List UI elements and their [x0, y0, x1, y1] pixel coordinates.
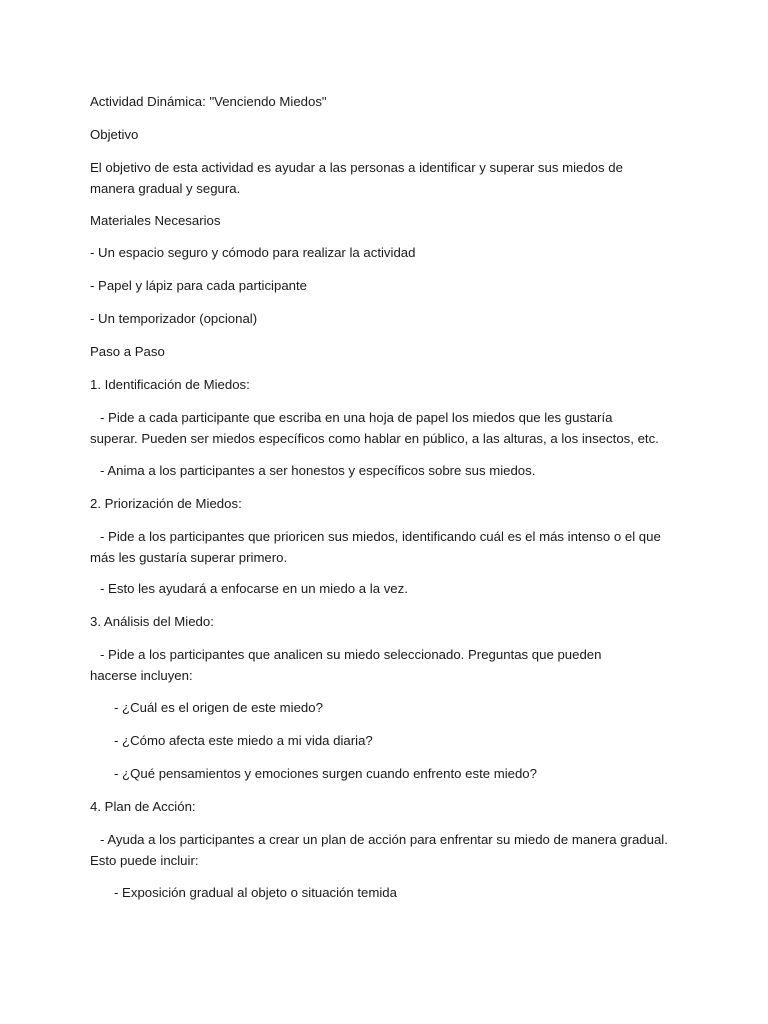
step-item: - Pide a cada participante que escriba en una hoja de papel los miedos que les gustaría superar. Pueden ser miedos específicos como hablar en público, a las alturas, a los insectos, etc. — [90, 410, 659, 446]
step-heading: 2. Priorización de Miedos: — [90, 496, 242, 511]
materials-heading: Materiales Necesarios — [90, 213, 221, 228]
steps-heading: Paso a Paso — [90, 344, 165, 359]
step-item: - Pide a los participantes que prioricen sus miedos, identificando cuál es el más intenso o el que más les gustaría superar primero. — [90, 529, 661, 565]
objective-paragraph: El objetivo de esta actividad es ayudar a las personas a identificar y superar sus miedos de manera gradual y segura. — [90, 160, 623, 196]
step-item: - Pide a los participantes que analicen su miedo seleccionado. Preguntas que pueden hacerse incluyen: — [90, 647, 602, 683]
step-heading: 1. Identificación de Miedos: — [90, 377, 250, 392]
step-item: - Ayuda a los participantes a crear un plan de acción para enfrentar su miedo de manera gradual. Esto puede incluir: — [90, 832, 668, 868]
document-title: Actividad Dinámica: "Venciendo Miedos" — [90, 94, 327, 109]
materials-item: - Un espacio seguro y cómodo para realizar la actividad — [90, 245, 416, 260]
objective-heading: Objetivo — [90, 127, 139, 142]
materials-item: - Papel y lápiz para cada participante — [90, 278, 307, 293]
step-subitem: - ¿Cuál es el origen de este miedo? — [114, 700, 323, 715]
step-item: - Anima a los participantes a ser honestos y específicos sobre sus miedos. — [100, 463, 536, 478]
materials-item: - Un temporizador (opcional) — [90, 311, 258, 326]
step-item: - Esto les ayudará a enfocarse en un miedo a la vez. — [100, 581, 408, 596]
step-subitem: - Exposición gradual al objeto o situación temida — [114, 885, 397, 900]
step-heading: 4. Plan de Acción: — [90, 799, 196, 814]
step-heading: 3. Análisis del Miedo: — [90, 614, 214, 629]
step-subitem: - ¿Cómo afecta este miedo a mi vida diaria? — [114, 733, 373, 748]
step-subitem: - ¿Qué pensamientos y emociones surgen cuando enfrento este miedo? — [114, 766, 537, 781]
